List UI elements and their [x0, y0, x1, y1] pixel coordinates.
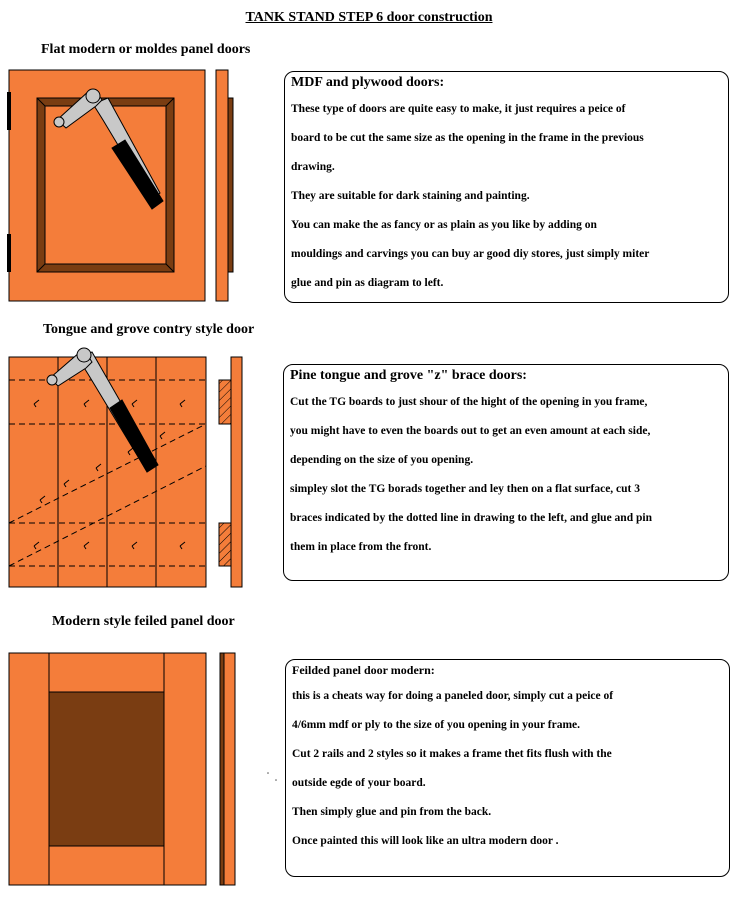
page-title: TANK STAND STEP 6 door construction [245, 10, 493, 25]
box-line: you might have to even the boards out to get an even amount at each side, [290, 425, 651, 437]
box-line: depending on the size of you opening. [290, 454, 474, 466]
box-line: Once painted this will look like an ultra modern door . [292, 835, 559, 847]
box-line: them in place from the front. [290, 541, 432, 553]
box-line: braces indicated by the dotted line in drawing to the left, and glue and pin [290, 512, 652, 524]
info-box-mdf-doors [284, 71, 729, 303]
box-line: These type of doors are quite easy to make, it just requires a peice of [291, 103, 626, 115]
box-line: drawing. [291, 161, 335, 173]
box-line: outside egde of your board. [292, 777, 426, 789]
box-line: Cut 2 rails and 2 styles so it makes a frame thet fits flush with the [292, 748, 612, 760]
hinge-icon [7, 92, 11, 130]
recessed-panel [49, 692, 164, 846]
box-line: board to be cut the same size as the opening in the frame in the previous [291, 132, 644, 144]
box-title: MDF and plywood doors: [291, 75, 445, 90]
box-line: this is a cheats way for doing a paneled door, simply cut a peice of [292, 690, 614, 702]
box-line: Then simply glue and pin from the back. [292, 806, 492, 818]
box-line: Cut the TG boards to just shour of the hight of the opening in you frame, [290, 396, 648, 408]
box-line: glue and pin as diagram to left. [291, 277, 444, 289]
info-box-tongue-groove [283, 364, 729, 581]
tongue-groove-door-drawing [9, 348, 242, 587]
box-line: They are suitable for dark staining and painting. [291, 190, 530, 202]
fielded-panel-door-drawing [9, 653, 277, 885]
flat-door-drawing [7, 70, 233, 301]
section-heading-fielded-panel: Modern style feiled panel door [52, 614, 235, 629]
section-heading-tongue-groove: Tongue and grove contry style door [43, 322, 255, 337]
info-box-fielded-panel [285, 659, 730, 877]
section-heading-flat-doors: Flat modern or moldes panel doors [41, 42, 251, 57]
box-title: Pine tongue and grove "z" brace doors: [290, 368, 527, 383]
hinge-icon [7, 234, 11, 272]
box-line: simpley slot the TG borads together and ley then on a flat surface, cut 3 [290, 483, 640, 495]
box-line: mouldings and carvings you can buy ar good diy stores, just simply miter [291, 248, 650, 260]
box-line: 4/6mm mdf or ply to the size of you opening in your frame. [292, 719, 581, 731]
box-title: Feilded panel door modern: [292, 663, 435, 677]
box-line: You can make the as fancy or as plain as you like by adding on [291, 219, 597, 231]
